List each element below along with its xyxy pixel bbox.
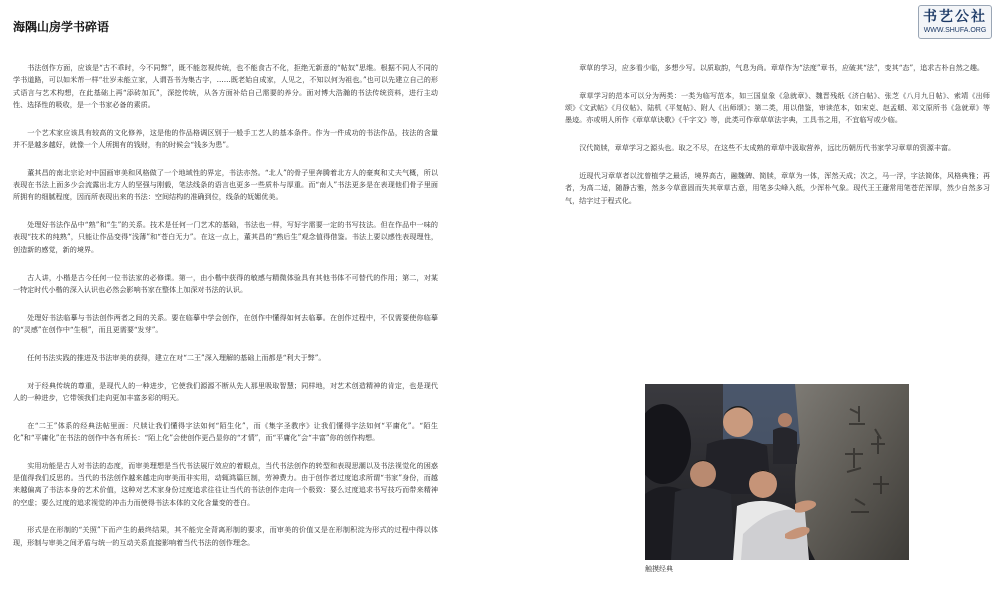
paragraph: 汉代简牍，章草学习之源头也。取之不尽，在这些不太成熟的章草中汲取营养，远比历朝历代书家学习章草的资源丰富。 bbox=[579, 143, 956, 153]
paragraph: 实用功能是古人对书法的态度，而审美理想是当代书法展厅效应的着眼点，当代书法创作的转型和表现思潮以及书法视觉化的困惑是值得我们反思的。当代的书法创作越来越走向审美而非实用，动辄鸿篇巨制，劳神费力。由于创作者过度追求所谓“书家”身份，而越来越偏离了书法本身的艺术价值，这种对艺术家身份过度追求往往让当代的书法创作走向一个极致：要么过度追求书写技巧而带来精神的空虚；要么过度的追求视觉的冲击力而使得书法本体的文化含量变的苍白。 bbox=[13, 460, 438, 507]
paragraph: 处理好书法作品中“熟”和“生”的关系。技术是任何一门艺术的基础，书法也一样，写好字需要一定的书写技法。但在作品中一味的表现“技术的纯熟”，只能让作品变得“浅薄”和“苍白无力”。在这一点上，董其昌的“熟后生”观念值得借鉴。书法上要以感性表现理性，创造新的感觉，新的境界。 bbox=[13, 220, 438, 254]
paragraph: 任何书法实践的推进及书法审美的获得，建立在对“二王”深入理解的基础上而都是“利大于弊”。 bbox=[27, 352, 326, 362]
paragraph: 处理好书法临摹与书法创作两者之间的关系。要在临摹中学会创作，在创作中懂得如何去临摹。在创作过程中，不仅需要使你临摹的“灵感”在创作中“生根”，而且更需要“发芽”。 bbox=[13, 312, 438, 334]
paragraph: 董其昌的南北宗论对中国画审美和风格做了一个地域性的界定，书法亦然。“北人”的骨子里奔腾着北方人的豪爽和丈夫气概，所以表现在书法上面多少会流露出北方人的坚强与刚毅，笔法线条的语言也更多一些质朴与厚重。而“南人”书法更多是在表现他们骨子里面所拥有的细腻程度，因而所表现出来的书法：空间结构的准确到位，线条的妩媚优美。 bbox=[13, 167, 438, 202]
paragraph: 古人讲，小楷是古今任何一位书法家的必修课。第一，由小楷中获得的敏感与精微体验具有其他书体不可替代的作用；第二，对某一特定时代小楷的深入认识也必然会影响书家在整体上加深对书法的认识。 bbox=[13, 272, 438, 294]
logo-url: WWW.SHUFA.ORG bbox=[923, 27, 987, 34]
paragraph: 在“二王”体系的经典法帖里面：尺牍让我们懂得字法如何“陌生化”，而《集字圣教序》让我们懂得字法如何“平庸化”。“陌生化”和“平庸化”在书法的创作中各有所长：“陌上化”会使创作更凸显你的“才情”，而“平庸化”会“丰富”你的创作构想。 bbox=[13, 420, 438, 442]
paragraph: 对于经典传统的尊重，是现代人的一种进步，它使我们源源不断从先人那里吸取智慧；同样地，对艺术创造精神的肯定，也是现代人的一种进步，它带领我们走向更加丰富多彩的明天。 bbox=[13, 380, 438, 402]
page-title: 海隅山房学书碎语 bbox=[13, 20, 110, 34]
photo-caption: 触摸经典 bbox=[645, 565, 673, 573]
right-text-column bbox=[565, 62, 990, 222]
site-logo[interactable] bbox=[918, 5, 992, 39]
logo-text: 书艺公社 bbox=[923, 9, 987, 25]
paragraph: 章草的学习，应多看少临，多想少写。以质取韵，气息为尚。章草作为“法度”章书，应破其“法”，变其“态”，追求古朴自然之趣。 bbox=[579, 63, 985, 72]
photo-illustration bbox=[645, 384, 909, 560]
paragraph: 书法创作方面，应该是“古不乖时，今不同弊”，既不能忽视传统，也不能食古不化，拒绝无新意的“帖奴”思维。根据不同人不同的学书道路，可以如米芾一样“壮岁未能立家，人谓吾书为集古字，……既老始自成家，人见之，不知以何为祖也。”也可以先建立自己的形式语言与艺术构想，在此基础上再“添砖加瓦”，深挖传统，从各方面补给自己需要的养分。面对博大浩瀚的书法传统资料，进行主动性、选择性的吸收，是一个书家必备的素质。 bbox=[13, 63, 438, 109]
paragraph: 章草学习的范本可以分为两类：一类为临写范本，如三国皇象《急就章》、魏晋残纸《济白帖》、张芝《八月九日帖》、索靖《出师颂》《文武帖》《月仪帖》、陆机《平复帖》、附人《出师颂》；第二类，用以借鉴，审读范本，如宋克、赵孟頫、邓文原所书《急就章》等墨迹。亦或明人所作《章草草诀歌》《千字文》等，此类可作章草草法字典，工具书之用，不宜临写或少临。 bbox=[565, 90, 990, 125]
left-text-column bbox=[13, 62, 438, 565]
paragraph: 一个艺术家应该具有较高的文化修养，这是他的作品格调区别于一般手工艺人的基本条件。作为一件成功的书法作品，技法的含量并不是越多越好，就像一个人所拥有的钱财，有的时候会“钱多为患”。 bbox=[13, 127, 438, 149]
paragraph: 近现代习章草者以沈曾植学之最活，境界高古，融魏碑、简牍，章草为一体，浑然天成；次之，马一浮，字法简体，风格典雅；再者，为高二适，随静古雅，然多今草意固而失其章草古意，用笔多尖峰入纸，少浑朴气象。现代王王蘧常用笔苍茫浑厚，然少自然多习气，结字过于程式化。 bbox=[565, 170, 990, 205]
paragraph: 形式是在形制的“关照”下而产生的最终结果，其不能完全背离形制的要求，而审美的价值又是在形制积淀为形式的过程中得以体现，形制与审美之间矛盾与统一的互动关系直接影响着当代书法的创作理念。 bbox=[13, 525, 438, 547]
photo-touching-stele bbox=[645, 384, 909, 560]
